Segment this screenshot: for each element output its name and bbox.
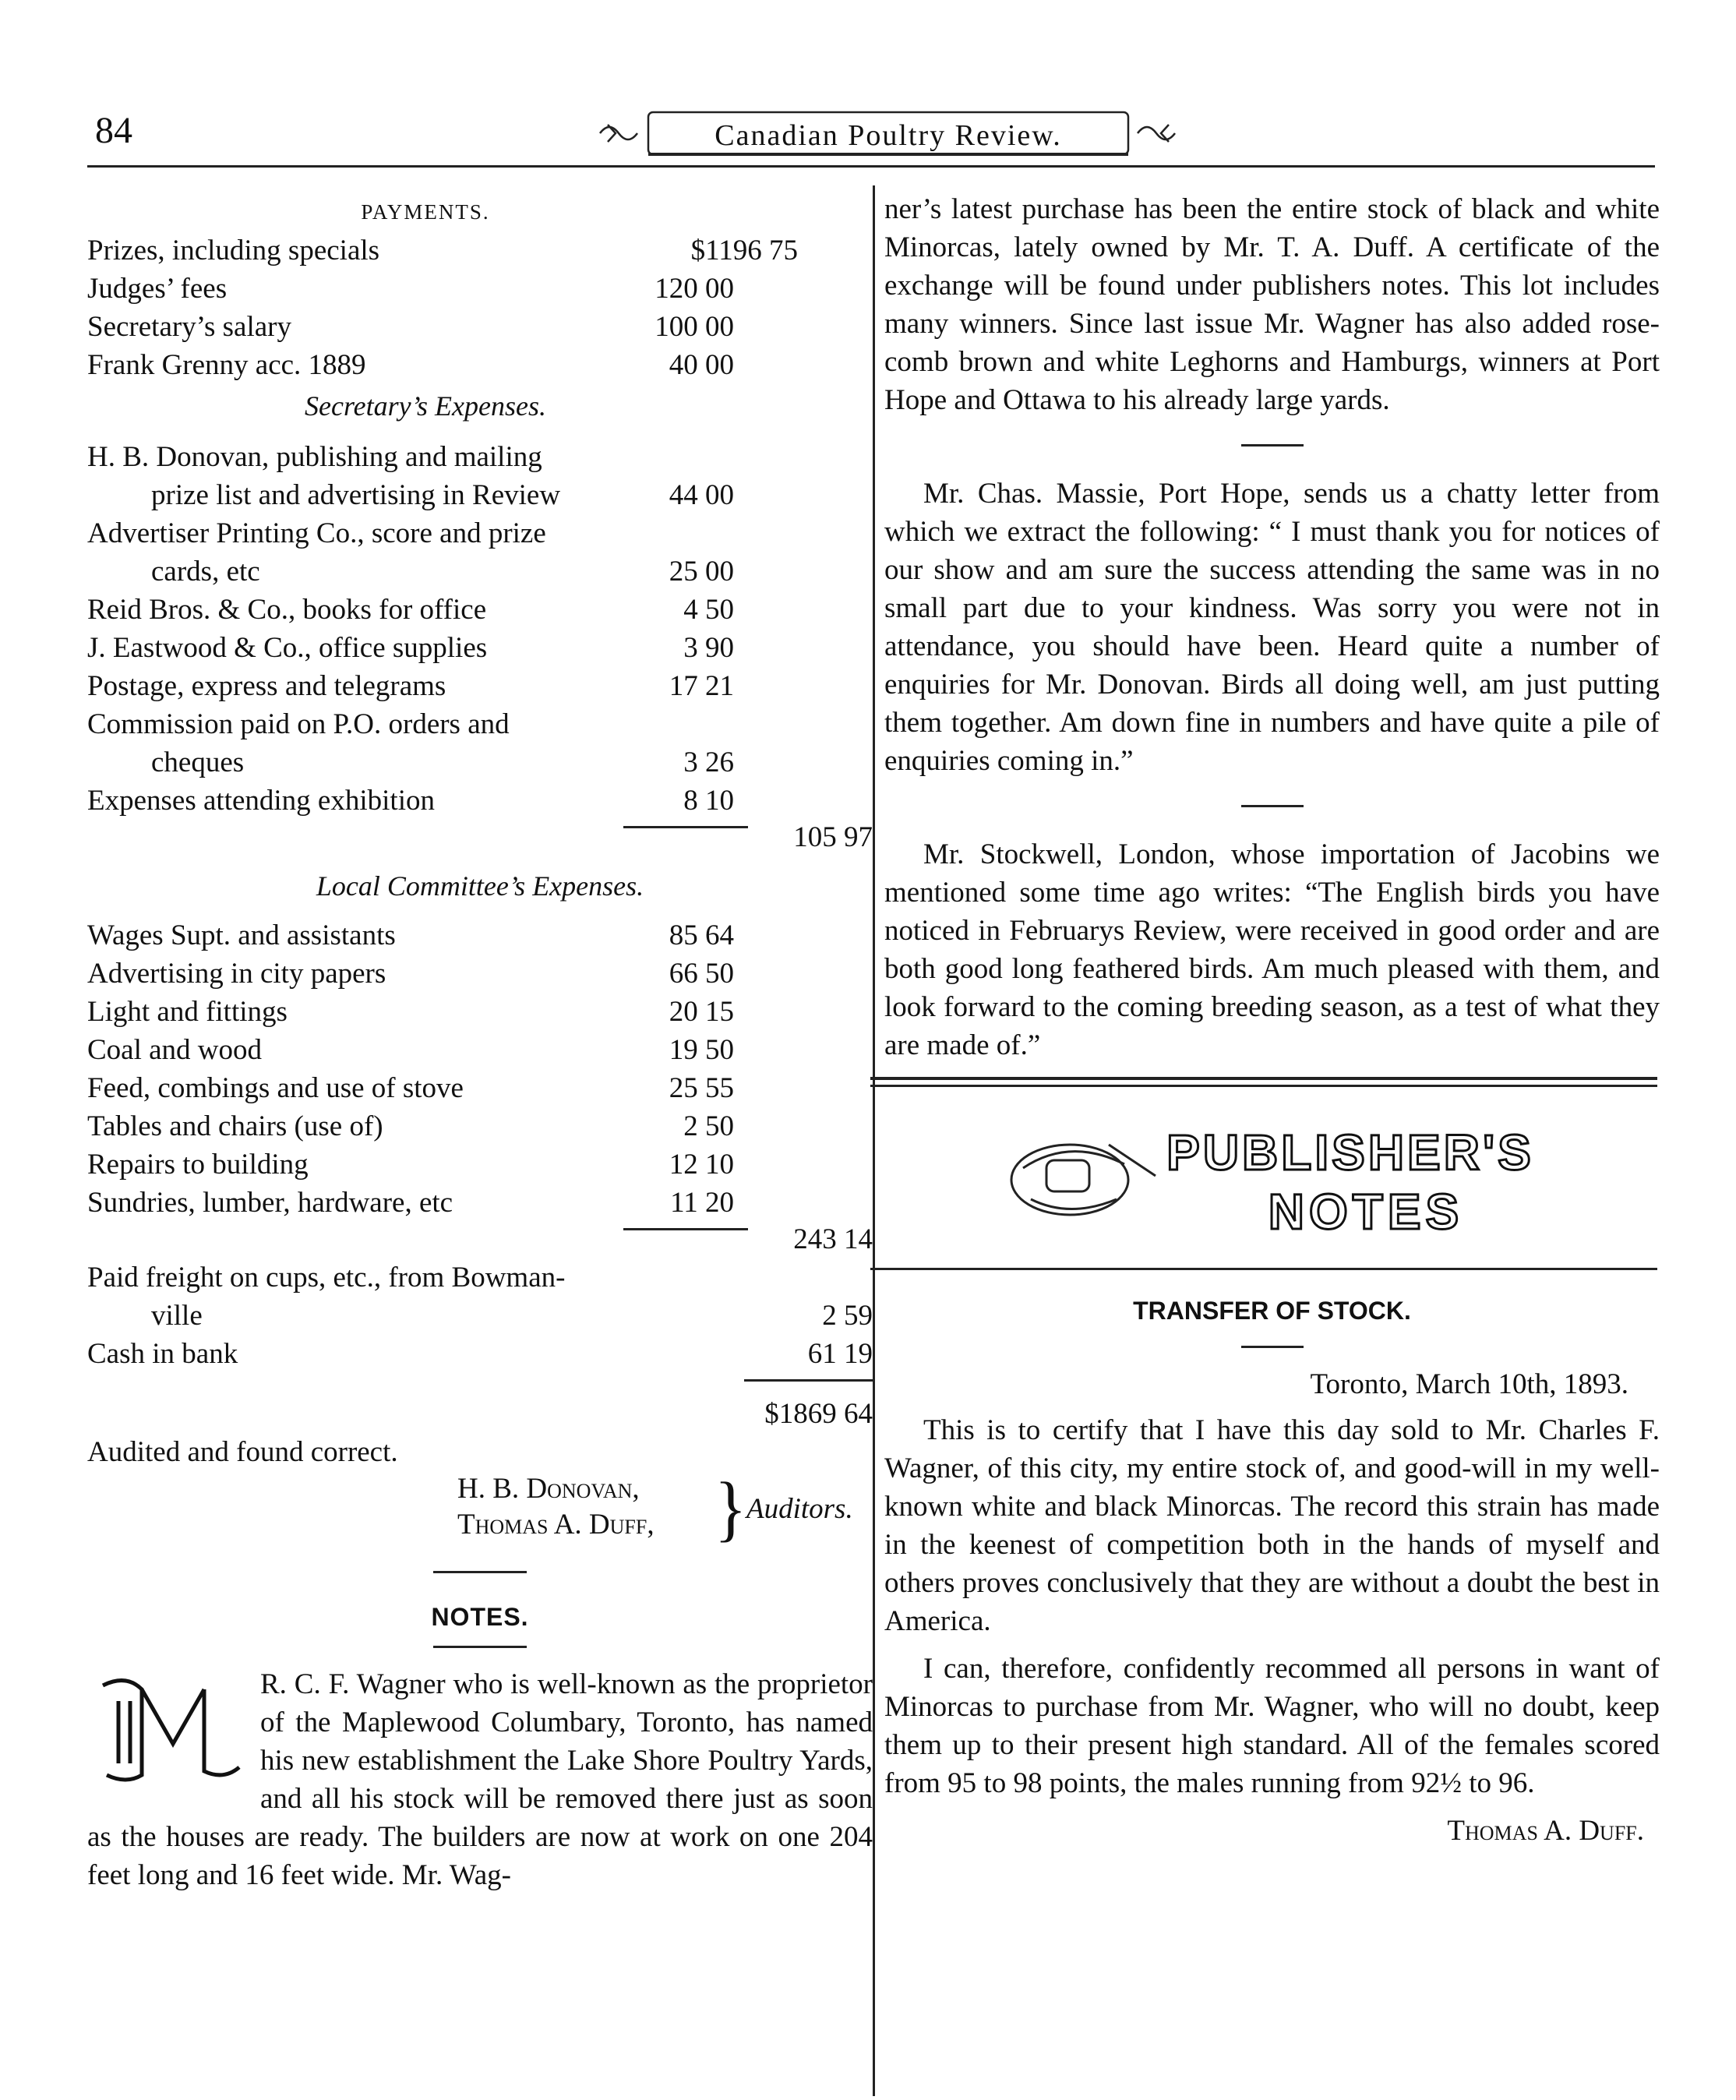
ledger-row: Expenses attending exhibition 8 10 (87, 785, 734, 817)
grand-total-row: $1869 64 (764, 1398, 873, 1430)
auditor-name: H. B. Donovan, (457, 1473, 640, 1505)
subtotal-row: 105 97 (793, 821, 873, 853)
ledger-row: H. B. Donovan, publishing and mailing (87, 441, 542, 473)
ledger-row: Light and fittings 20 15 (87, 996, 734, 1028)
double-rule (870, 1077, 1657, 1087)
masthead-title: Canadian Poultry Review. (715, 119, 1062, 152)
ledger-row: Reid Bros. & Co., books for office 4 50 (87, 594, 734, 626)
publishers-notes-banner (1000, 1106, 1545, 1246)
right-column (884, 190, 1660, 1850)
transfer-heading: TRANSFER OF STOCK. (1133, 1297, 1411, 1325)
signature: Thomas A. Duff. (1447, 1815, 1644, 1847)
auditor-name: Thomas A. Duff, (457, 1509, 655, 1541)
ledger-row: J. Eastwood & Co., office supplies 3 90 (87, 632, 734, 664)
ledger-row: cheques 3 26 (151, 746, 734, 778)
svg-text:NOTES: NOTES (1268, 1184, 1463, 1240)
notes-paragraph (87, 1665, 873, 1894)
ledger-row: Cash in bank 61 19 (87, 1338, 873, 1370)
svg-text:PUBLISHER'S: PUBLISHER'S (1166, 1124, 1534, 1181)
local-committee-heading: Local Committee’s Expenses. (316, 870, 644, 902)
dateline: Toronto, March 10th, 1893. (1310, 1368, 1628, 1400)
ledger-row: Feed, combings and use of stove 25 55 (87, 1072, 734, 1104)
auditors-label: Auditors. (746, 1493, 853, 1525)
left-column (87, 193, 873, 1894)
ledger-row: Repairs to building 12 10 (87, 1149, 734, 1181)
ledger-row: cards, etc 25 00 (151, 556, 734, 588)
page-number: 84 (95, 110, 132, 151)
massie-paragraph: Mr. Chas. Massie, Port Hope, sends us a chatty letter from which we extract the following: “ I must thank you for notices of our show and am sure the success attending the same was in no small part due to your kindness. Was sorry you were not in attendance, you should have been. Heard quite a number of enquiries for Mr. Donovan. Birds all doing well, am just putting them together. Am down fine in numbers and have quite a pile of enquiries coming in.” (884, 478, 1660, 777)
ledger-row: Judges’ fees 120 00 (87, 273, 734, 305)
ledger-row: Coal and wood 19 50 (87, 1034, 734, 1066)
brace-icon: } (715, 1466, 747, 1549)
ledger-row: Advertiser Printing Co., score and prize (87, 517, 546, 549)
ledger-row: Prizes, including specials $1196 75 (87, 235, 798, 266)
notes-continued: ner’s latest purchase has been the entire stock of black and white Minorcas, lately owned by Mr. T. A. Duff. A certificate of the exchange will be found under publishers notes. This lot includes many winners. Since last issue Mr. Wagner has also added rose-comb brown and white Leghorns and Hamburgs, winners at Port Hope and Ottawa to his already large yards. (884, 193, 1660, 416)
auditors-block (87, 1466, 873, 1557)
ledger-row: Paid freight on cups, etc., from Bowman- (87, 1262, 566, 1294)
notes-body: R. C. F. Wagner who is well-known as the proprietor of the Maplewood Columbary, Toronto, has named his new establishment the Lake Shore Poultry Yards, and all his stock will be removed there just as soon as the houses are ready. The builders are now at work on one 204 feet long and 16 feet wide. Mr. Wag- (87, 1668, 873, 1891)
ledger-row: ville 2 59 (151, 1300, 873, 1332)
ledger-row: Postage, express and telegrams 17 21 (87, 670, 734, 702)
stockwell-paragraph: Mr. Stockwell, London, whose importation of Jacobins we mentioned some time ago writes: “The English birds you have noticed in Februarys Review, were received in good order and are both good long feathered birds. Am much pleased with them, and look forward to the coming breeding season, as a test of what they are made of.” (884, 838, 1660, 1061)
secretary-expenses-heading: Secretary’s Expenses. (305, 390, 546, 422)
subtotal-row: 243 14 (793, 1223, 873, 1255)
ledger-row: Tables and chairs (use of) 2 50 (87, 1110, 734, 1142)
section-rule (1241, 444, 1304, 446)
ornamental-dropcap-icon (87, 1670, 251, 1787)
ledger-row: Wages Supt. and assistants 85 64 (87, 919, 734, 951)
section-rule (1241, 805, 1304, 807)
ledger-row: Advertising in city papers 66 50 (87, 958, 734, 990)
masthead-ornament-icon (592, 101, 1184, 165)
ledger-row: Commission paid on P.O. orders and (87, 708, 510, 740)
section-rule (433, 1571, 527, 1573)
grand-total-rule (87, 1373, 873, 1390)
transfer-paragraph: I can, therefore, confidently recommed all persons in want of Minorcas to purchase from Mr. Wagner, who will no doubt, keep them up to their present high standard. All of the females scored from 95 to 98 points, the males running from 92½ to 96. (884, 1653, 1660, 1799)
ledger-row: Sundries, lumber, hardware, etc 11 20 (87, 1187, 734, 1219)
ledger-row: Secretary’s salary 100 00 (87, 311, 734, 343)
column-separator (873, 185, 875, 2096)
payments-heading: PAYMENTS. (361, 200, 490, 224)
transfer-paragraph: This is to certify that I have this day sold to Mr. Charles F. Wagner, of this city, my entire stock of, and good-will in my well-known white and black Minorcas. The record this strain has made in the keenest of competition both in the hands of myself and others proves conclusively that they are without a doubt the best in America. (884, 1414, 1660, 1637)
audit-text: Audited and found correct. (87, 1436, 398, 1468)
notes-heading: NOTES. (431, 1603, 529, 1631)
masthead (592, 101, 1184, 165)
header-rule (87, 165, 1655, 168)
section-rule (870, 1268, 1657, 1270)
section-rule (1241, 1346, 1304, 1348)
ledger-row: Frank Grenny acc. 1889 40 00 (87, 349, 734, 381)
section-rule (433, 1646, 527, 1648)
ledger-row: prize list and advertising in Review 44 00 (151, 479, 734, 511)
